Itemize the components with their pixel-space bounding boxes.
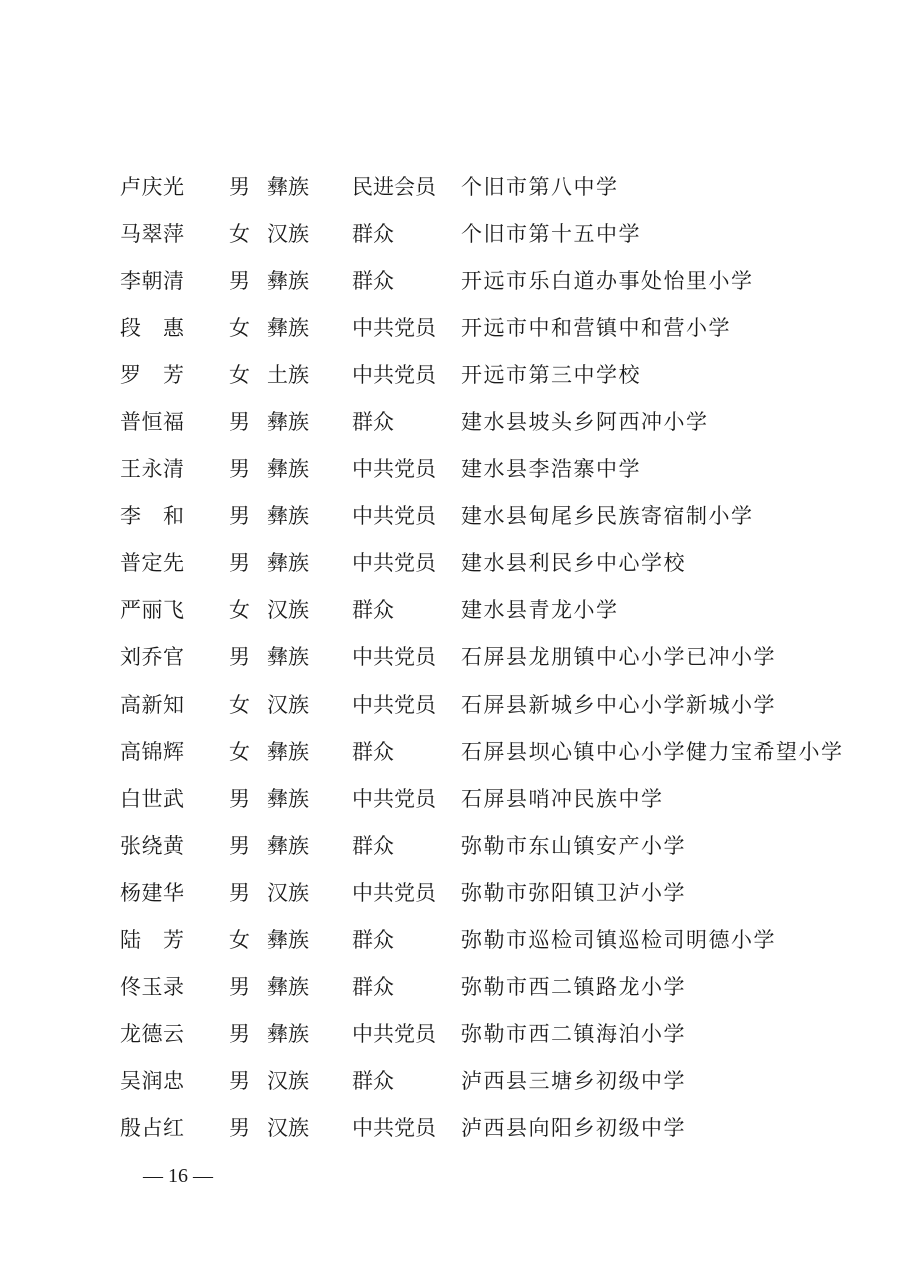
person-school: 泸西县向阳乡初级中学	[461, 1115, 686, 1140]
person-gender: 男	[229, 410, 250, 435]
person-ethnicity: 彝族	[267, 316, 309, 341]
person-name: 白世武	[120, 786, 185, 811]
person-name: 普定先	[120, 551, 185, 576]
person-ethnicity: 汉族	[267, 880, 309, 905]
person-gender: 男	[229, 1115, 250, 1140]
person-school: 泸西县三塘乡初级中学	[461, 1068, 686, 1093]
person-ethnicity: 彝族	[267, 551, 309, 576]
roster-row	[0, 446, 900, 493]
roster-row	[0, 164, 900, 211]
person-ethnicity: 彝族	[267, 833, 309, 858]
person-ethnicity: 汉族	[267, 1115, 309, 1140]
person-ethnicity: 彝族	[267, 269, 309, 294]
person-gender: 男	[229, 551, 250, 576]
person-gender: 女	[229, 927, 250, 952]
person-gender: 女	[229, 316, 250, 341]
person-affiliation: 群众	[352, 974, 394, 999]
roster-row	[0, 258, 900, 305]
person-gender: 男	[229, 645, 250, 670]
person-school: 石屏县坝心镇中心小学健力宝希望小学	[461, 739, 844, 764]
person-ethnicity: 土族	[267, 363, 309, 388]
person-gender: 男	[229, 833, 250, 858]
roster-row	[0, 1105, 900, 1152]
person-gender: 男	[229, 269, 250, 294]
person-gender: 男	[229, 1021, 250, 1046]
page-number: — 16 —	[143, 1165, 213, 1187]
person-name: 吴润忠	[120, 1068, 185, 1093]
roster-row	[0, 776, 900, 823]
person-name: 陆 芳	[120, 927, 185, 952]
person-gender: 男	[229, 504, 250, 529]
person-ethnicity: 彝族	[267, 175, 309, 199]
person-school: 弥勒市东山镇安产小学	[461, 833, 686, 858]
person-gender: 男	[229, 880, 250, 905]
person-affiliation: 群众	[352, 927, 394, 952]
person-name: 杨建华	[120, 880, 185, 905]
person-ethnicity: 汉族	[267, 1068, 309, 1093]
person-name: 卢庆光	[120, 175, 185, 199]
person-ethnicity: 汉族	[267, 222, 309, 247]
roster-row	[0, 352, 900, 399]
person-affiliation: 中共党员	[352, 786, 436, 811]
person-name: 刘乔官	[120, 645, 185, 670]
person-gender: 男	[229, 1068, 250, 1093]
person-school: 开远市乐白道办事处怡里小学	[461, 269, 754, 294]
roster-row	[0, 493, 900, 540]
person-gender: 女	[229, 598, 250, 623]
person-name: 王永清	[120, 457, 185, 482]
person-name: 李朝清	[120, 269, 185, 294]
person-school: 石屏县龙朋镇中心小学已冲小学	[461, 645, 776, 670]
person-affiliation: 中共党员	[352, 880, 436, 905]
person-gender: 男	[229, 175, 250, 199]
roster-row	[0, 211, 900, 258]
person-school: 弥勒市西二镇路龙小学	[461, 974, 686, 999]
person-ethnicity: 彝族	[267, 410, 309, 435]
person-ethnicity: 彝族	[267, 739, 309, 764]
person-affiliation: 中共党员	[352, 1021, 436, 1046]
person-name: 严丽飞	[120, 598, 185, 623]
person-affiliation: 群众	[352, 269, 394, 294]
person-name: 殷占红	[120, 1115, 185, 1140]
person-school: 建水县青龙小学	[461, 598, 619, 623]
person-ethnicity: 彝族	[267, 974, 309, 999]
person-ethnicity: 彝族	[267, 1021, 309, 1046]
person-affiliation: 中共党员	[352, 551, 436, 576]
roster-row	[0, 917, 900, 964]
person-gender: 女	[229, 692, 250, 717]
person-name: 马翠萍	[120, 222, 185, 247]
roster-row	[0, 305, 900, 352]
person-school: 建水县甸尾乡民族寄宿制小学	[461, 504, 754, 529]
person-ethnicity: 彝族	[267, 504, 309, 529]
person-school: 弥勒市巡检司镇巡检司明德小学	[461, 927, 776, 952]
person-name: 段 惠	[120, 316, 185, 341]
person-gender: 男	[229, 457, 250, 482]
person-school: 个旧市第八中学	[461, 175, 619, 199]
person-name: 高新知	[120, 692, 185, 717]
person-affiliation: 中共党员	[352, 645, 436, 670]
person-name: 张绕黄	[120, 833, 185, 858]
roster-row	[0, 1011, 900, 1058]
roster-row	[0, 634, 900, 681]
roster-list	[0, 164, 900, 1152]
person-affiliation: 群众	[352, 739, 394, 764]
person-school: 建水县坡头乡阿西冲小学	[461, 410, 709, 435]
person-school: 开远市中和营镇中和营小学	[461, 316, 731, 341]
person-school: 建水县李浩寨中学	[461, 457, 641, 482]
person-school: 石屏县哨冲民族中学	[461, 786, 664, 811]
roster-row	[0, 587, 900, 634]
person-ethnicity: 彝族	[267, 786, 309, 811]
person-affiliation: 群众	[352, 1068, 394, 1093]
person-affiliation: 群众	[352, 833, 394, 858]
person-ethnicity: 汉族	[267, 598, 309, 623]
person-affiliation: 民进会员	[352, 175, 436, 199]
roster-row	[0, 870, 900, 917]
roster-row	[0, 399, 900, 446]
person-affiliation: 中共党员	[352, 1115, 436, 1140]
person-school: 弥勒市弥阳镇卫泸小学	[461, 880, 686, 905]
person-name: 高锦辉	[120, 739, 185, 764]
person-ethnicity: 汉族	[267, 692, 309, 717]
person-ethnicity: 彝族	[267, 457, 309, 482]
person-affiliation: 中共党员	[352, 692, 436, 717]
person-affiliation: 中共党员	[352, 457, 436, 482]
person-affiliation: 群众	[352, 222, 394, 247]
person-name: 普恒福	[120, 410, 185, 435]
roster-row	[0, 540, 900, 587]
person-name: 罗 芳	[120, 363, 185, 388]
roster-row	[0, 823, 900, 870]
roster-row	[0, 1058, 900, 1105]
roster-row	[0, 729, 900, 776]
person-name: 佟玉录	[120, 974, 185, 999]
roster-row	[0, 964, 900, 1011]
person-name: 龙德云	[120, 1021, 185, 1046]
person-school: 开远市第三中学校	[461, 363, 641, 388]
person-school: 个旧市第十五中学	[461, 222, 641, 247]
roster-row	[0, 682, 900, 729]
person-affiliation: 中共党员	[352, 504, 436, 529]
person-gender: 女	[229, 222, 250, 247]
person-affiliation: 中共党员	[352, 363, 436, 388]
person-gender: 女	[229, 363, 250, 388]
person-school: 石屏县新城乡中心小学新城小学	[461, 692, 776, 717]
person-school: 弥勒市西二镇海泊小学	[461, 1021, 686, 1046]
person-gender: 女	[229, 739, 250, 764]
person-school: 建水县利民乡中心学校	[461, 551, 686, 576]
person-affiliation: 中共党员	[352, 316, 436, 341]
person-ethnicity: 彝族	[267, 645, 309, 670]
person-name: 李 和	[120, 504, 185, 529]
person-gender: 男	[229, 786, 250, 811]
person-affiliation: 群众	[352, 598, 394, 623]
person-ethnicity: 彝族	[267, 927, 309, 952]
person-affiliation: 群众	[352, 410, 394, 435]
person-gender: 男	[229, 974, 250, 999]
